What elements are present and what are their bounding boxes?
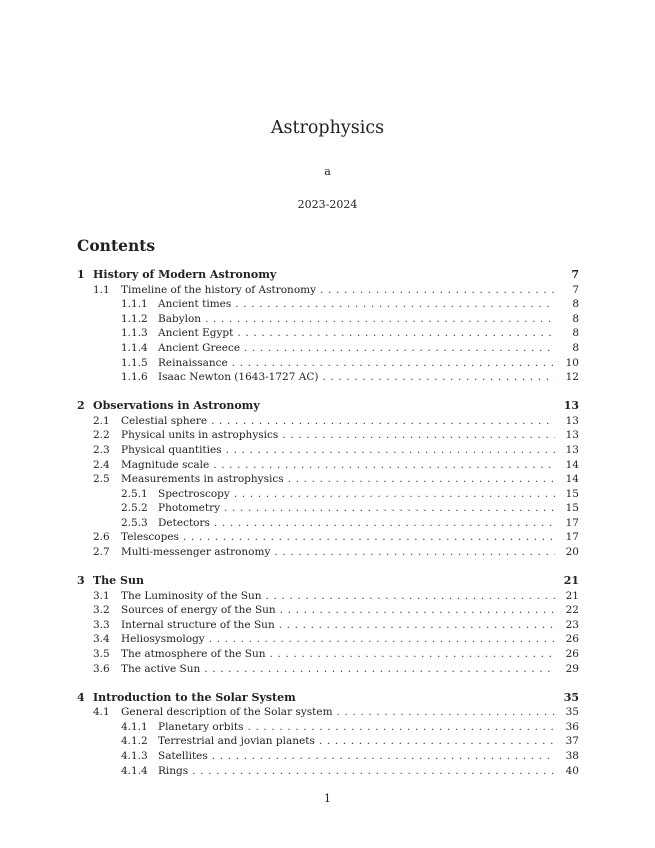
- toc-subsection-entry[interactable]: [77, 326, 579, 341]
- toc-entry-title: General description of the Solar system: [121, 706, 333, 719]
- toc-entry-page: 22: [565, 604, 579, 617]
- toc-entry-title: Spectroscopy: [158, 487, 230, 500]
- toc-entry-title: Ancient times: [158, 298, 232, 311]
- chapter-spacer: [77, 560, 579, 574]
- toc-entry-number: 3.5: [93, 648, 110, 661]
- toc-entry-title: Magnitude scale: [121, 458, 210, 471]
- toc-entry-title: Measurements in astrophysics: [121, 473, 284, 486]
- toc-section-entry[interactable]: [77, 647, 579, 662]
- document-title: Astrophysics: [270, 118, 385, 138]
- toc-subsection-entry[interactable]: [77, 356, 579, 371]
- toc-section-entry[interactable]: [77, 443, 579, 458]
- toc-entry-page: 26: [565, 633, 579, 646]
- toc-entry-number: 2.5.2: [121, 502, 148, 515]
- toc-entry-page: 13: [565, 429, 579, 442]
- toc-entry-title: Sources of energy of the Sun: [121, 604, 276, 617]
- toc-entry-number: 1.1.3: [121, 327, 148, 340]
- toc-chapter-number: 3: [77, 574, 85, 588]
- toc-entry-page: 37: [565, 735, 579, 748]
- toc-entry-title: Satellites: [158, 749, 208, 762]
- toc-entry-page: 10: [565, 356, 579, 369]
- toc-entry-page: 38: [565, 749, 579, 762]
- toc-subsection-entry[interactable]: [77, 764, 579, 779]
- toc-entry-number: 4.1.1: [121, 720, 148, 733]
- toc-chapter-page: 35: [563, 690, 579, 704]
- toc-dot-leader: [243, 720, 555, 735]
- toc-entry-number: 1.1.5: [121, 356, 148, 369]
- toc-dot-leader: [230, 487, 555, 502]
- toc-dot-leader: [179, 530, 555, 545]
- toc-entry-number: 4.1.2: [121, 735, 148, 748]
- toc-chapter-number: 1: [77, 268, 85, 281]
- toc-section-entry[interactable]: [77, 618, 579, 633]
- toc-entry-number: 1.1.2: [121, 312, 148, 325]
- toc-dot-leader: [210, 516, 555, 531]
- toc-dot-leader: [318, 370, 555, 385]
- toc-dot-leader: [205, 632, 555, 647]
- toc-entry-number: 2.6: [93, 531, 110, 544]
- toc-entry-number: 3.4: [93, 633, 110, 646]
- toc-chapter-number: 2: [77, 399, 85, 413]
- document-author: a: [324, 165, 331, 178]
- toc-entry-title: Ancient Greece: [158, 341, 241, 354]
- toc-subsection-entry[interactable]: [77, 312, 579, 327]
- toc-subsection-entry[interactable]: [77, 487, 579, 502]
- chapter-spacer: [77, 385, 579, 399]
- toc-entry-page: 12: [565, 371, 579, 384]
- toc-chapter-page: 7: [571, 268, 579, 281]
- toc-section-entry[interactable]: [77, 530, 579, 545]
- toc-entry-title: Celestial sphere: [121, 414, 208, 427]
- toc-entry-page: 13: [565, 443, 579, 456]
- toc-entry-title: Timeline of the history of Astronomy: [121, 283, 317, 296]
- toc-dot-leader: [208, 749, 555, 764]
- toc-entry-title: Babylon: [158, 312, 202, 325]
- toc-entry-number: 2.4: [93, 458, 110, 471]
- toc-entry-number: 2.7: [93, 546, 110, 559]
- toc-dot-leader: [228, 356, 555, 371]
- toc-entry-page: 40: [565, 764, 579, 777]
- toc-chapter-title: History of Modern Astronomy: [93, 268, 277, 281]
- toc-dot-leader: [275, 618, 555, 633]
- toc-subsection-entry[interactable]: [77, 734, 579, 749]
- toc-entry-page: 13: [565, 414, 579, 427]
- toc-dot-leader: [222, 443, 555, 458]
- toc-entry-page: 8: [572, 341, 579, 354]
- toc-section-entry[interactable]: [77, 603, 579, 618]
- toc-chapter-title: Introduction to the Solar System: [93, 690, 296, 704]
- toc-entry-number: 4.1.4: [121, 764, 148, 777]
- toc-dot-leader: [233, 326, 555, 341]
- toc-entry-title: The atmosphere of the Sun: [121, 648, 266, 661]
- toc-dot-leader: [266, 647, 555, 662]
- toc-subsection-entry[interactable]: [77, 749, 579, 764]
- toc-dot-leader: [261, 589, 555, 604]
- toc-subsection-entry[interactable]: [77, 720, 579, 735]
- toc-dot-leader: [231, 297, 555, 312]
- toc-dot-leader: [270, 545, 555, 560]
- toc-entry-number: 3.6: [93, 662, 110, 675]
- toc-entry-number: 1.1.1: [121, 298, 148, 311]
- toc-entry-title: The Luminosity of the Sun: [121, 589, 262, 602]
- toc-entry-number: 3.3: [93, 618, 110, 631]
- toc-subsection-entry[interactable]: [77, 501, 579, 516]
- toc-dot-leader: [207, 414, 555, 429]
- toc-dot-leader: [284, 472, 555, 487]
- toc-section-entry[interactable]: [77, 472, 579, 487]
- toc-section-entry[interactable]: [77, 283, 579, 298]
- toc-entry-title: Detectors: [158, 516, 210, 529]
- chapter-spacer: [77, 676, 579, 690]
- toc-entry-number: 2.5.1: [121, 487, 148, 500]
- toc-entry-number: 1.1: [93, 283, 110, 296]
- toc-entry-number: 2.5.3: [121, 516, 148, 529]
- toc-section-entry[interactable]: [77, 458, 579, 473]
- toc-section-entry[interactable]: [77, 705, 579, 720]
- toc-entry-number: 4.1.3: [121, 749, 148, 762]
- toc-entry-title: Ancient Egypt: [158, 327, 234, 340]
- toc-entry-page: 29: [565, 662, 579, 675]
- toc-subsection-entry[interactable]: [77, 297, 579, 312]
- toc-entry-page: 14: [565, 473, 579, 486]
- toc-chapter-entry[interactable]: [77, 574, 579, 589]
- toc-entry-page: 8: [572, 298, 579, 311]
- toc-entry-number: 2.1: [93, 414, 110, 427]
- toc-chapter-page: 21: [563, 574, 579, 588]
- toc-section-entry[interactable]: [77, 545, 579, 560]
- page-number: 1: [324, 792, 331, 805]
- toc-chapter-title: The Sun: [93, 574, 144, 588]
- toc-dot-leader: [316, 283, 555, 298]
- toc-dot-leader: [209, 458, 555, 473]
- toc-entry-page: 7: [572, 283, 579, 296]
- toc-entry-title: Multi-messenger astronomy: [121, 546, 271, 559]
- toc-entry-page: 14: [565, 458, 579, 471]
- toc-entry-title: Physical quantities: [121, 443, 222, 456]
- document-date: 2023-2024: [297, 198, 358, 211]
- toc-dot-leader: [188, 764, 555, 779]
- toc-section-entry[interactable]: [77, 662, 579, 677]
- toc-entry-number: 3.2: [93, 604, 110, 617]
- toc-entry-title: Reinaissance: [158, 356, 228, 369]
- toc-dot-leader: [200, 662, 555, 677]
- toc-dot-leader: [240, 341, 555, 356]
- toc-entry-title: Photometry: [158, 502, 221, 515]
- toc-entry-page: 8: [572, 327, 579, 340]
- toc-entry-number: 2.3: [93, 443, 110, 456]
- toc-section-entry[interactable]: [77, 428, 579, 443]
- toc-subsection-entry[interactable]: [77, 341, 579, 356]
- toc-entry-page: 17: [565, 531, 579, 544]
- toc-chapter-entry[interactable]: [77, 268, 579, 283]
- toc-subsection-entry[interactable]: [77, 516, 579, 531]
- toc-chapter-page: 13: [563, 399, 579, 413]
- toc-entry-title: Physical units in astrophysics: [121, 429, 279, 442]
- toc-entry-title: Rings: [158, 764, 189, 777]
- toc-chapter-entry[interactable]: [77, 691, 579, 706]
- toc-entry-page: 21: [565, 589, 579, 602]
- toc-entry-title: Heliosysmology: [121, 633, 205, 646]
- toc-chapter-entry[interactable]: [77, 399, 579, 414]
- toc-entry-title: The active Sun: [121, 662, 201, 675]
- toc-dot-leader: [276, 603, 555, 618]
- toc-dot-leader: [278, 428, 555, 443]
- toc-dot-leader: [333, 705, 555, 720]
- toc-section-entry[interactable]: [77, 589, 579, 604]
- toc-section-entry[interactable]: [77, 414, 579, 429]
- toc-chapter-title: Observations in Astronomy: [93, 399, 260, 413]
- toc-chapter-number: 4: [77, 690, 85, 704]
- toc-entry-page: 15: [565, 487, 579, 500]
- toc-subsection-entry[interactable]: [77, 370, 579, 385]
- toc-entry-page: 35: [565, 706, 579, 719]
- toc-entry-page: 15: [565, 502, 579, 515]
- toc-entry-page: 36: [565, 720, 579, 733]
- toc-entry-title: Terrestrial and jovian planets: [158, 735, 315, 748]
- toc-entry-number: 1.1.4: [121, 341, 148, 354]
- toc-section-entry[interactable]: [77, 632, 579, 647]
- toc-entry-number: 4.1: [93, 706, 110, 719]
- toc-entry-number: 1.1.6: [121, 371, 148, 384]
- toc-entry-title: Planetary orbits: [158, 720, 244, 733]
- toc-dot-leader: [220, 501, 555, 516]
- toc-entry-title: Telescopes: [121, 531, 179, 544]
- toc-dot-leader: [201, 312, 555, 327]
- toc-entry-page: 8: [572, 312, 579, 325]
- toc-entry-number: 2.5: [93, 473, 110, 486]
- toc-entry-number: 3.1: [93, 589, 110, 602]
- toc-entry-page: 20: [565, 546, 579, 559]
- toc-entry-title: Internal structure of the Sun: [121, 618, 275, 631]
- toc-entry-page: 26: [565, 648, 579, 661]
- toc-entry-title: Isaac Newton (1643-1727 AC): [158, 371, 319, 384]
- toc-dot-leader: [315, 734, 555, 749]
- contents-heading: Contents: [77, 236, 156, 255]
- toc-entry-page: 17: [565, 516, 579, 529]
- toc-entry-page: 23: [565, 618, 579, 631]
- table-of-contents: [77, 268, 579, 778]
- toc-entry-number: 2.2: [93, 429, 110, 442]
